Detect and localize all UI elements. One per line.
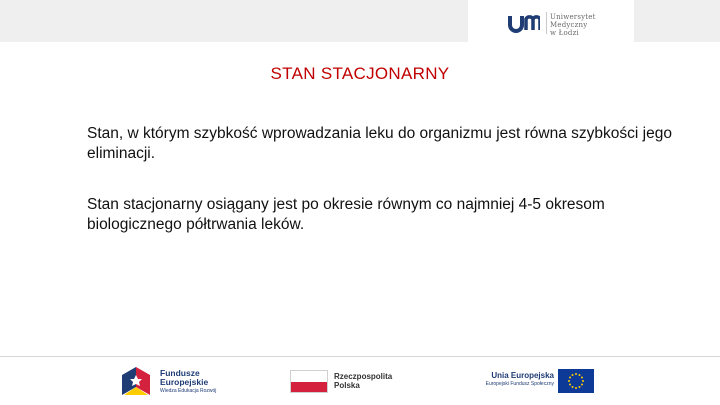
fundusze-europejskie-icon xyxy=(118,365,154,399)
um-logo-icon xyxy=(508,10,540,34)
eu-flag-icon xyxy=(558,369,594,393)
fe-line1: Fundusze xyxy=(160,368,200,378)
unia-europejska-logo xyxy=(474,367,614,397)
rzeczpospolita-polska-text xyxy=(334,372,392,390)
ue-line2: Europejski Fundusz Społeczny xyxy=(485,381,554,387)
rzeczpospolita-polska-logo xyxy=(290,368,430,398)
university-logo xyxy=(468,0,634,42)
fundusze-europejskie-logo xyxy=(118,365,298,399)
pl-line2: Polska xyxy=(334,381,360,390)
logo-divider xyxy=(546,12,547,34)
university-name-line1: Uniwersytet xyxy=(550,13,596,21)
paragraph-definition: Stan, w którym szybkość wprowadzania leku do organizmu jest równa szybkości jego eliminacji. xyxy=(87,125,672,162)
footer-logos xyxy=(0,357,720,405)
university-name xyxy=(550,13,596,37)
university-name-line2: Medyczny xyxy=(550,21,588,29)
university-name-line3: w Łodzi xyxy=(550,29,579,37)
fe-line2: Europejskie xyxy=(160,377,209,387)
fe-line3: Wiedza Edukacja Rozwój xyxy=(160,388,217,394)
ue-line1: Unia Europejska xyxy=(491,371,554,380)
unia-europejska-text xyxy=(474,371,554,389)
pl-line1: Rzeczpospolita xyxy=(334,372,393,381)
fundusze-europejskie-text xyxy=(160,369,216,396)
paragraph-steady-state-time: Stan stacjonarny osiągany jest po okresie równym co najmniej 4-5 okresom biologicznego półtrwania leków. xyxy=(87,196,605,233)
polish-flag-icon xyxy=(290,370,328,393)
slide-title: STAN STACJONARNY xyxy=(270,64,450,83)
